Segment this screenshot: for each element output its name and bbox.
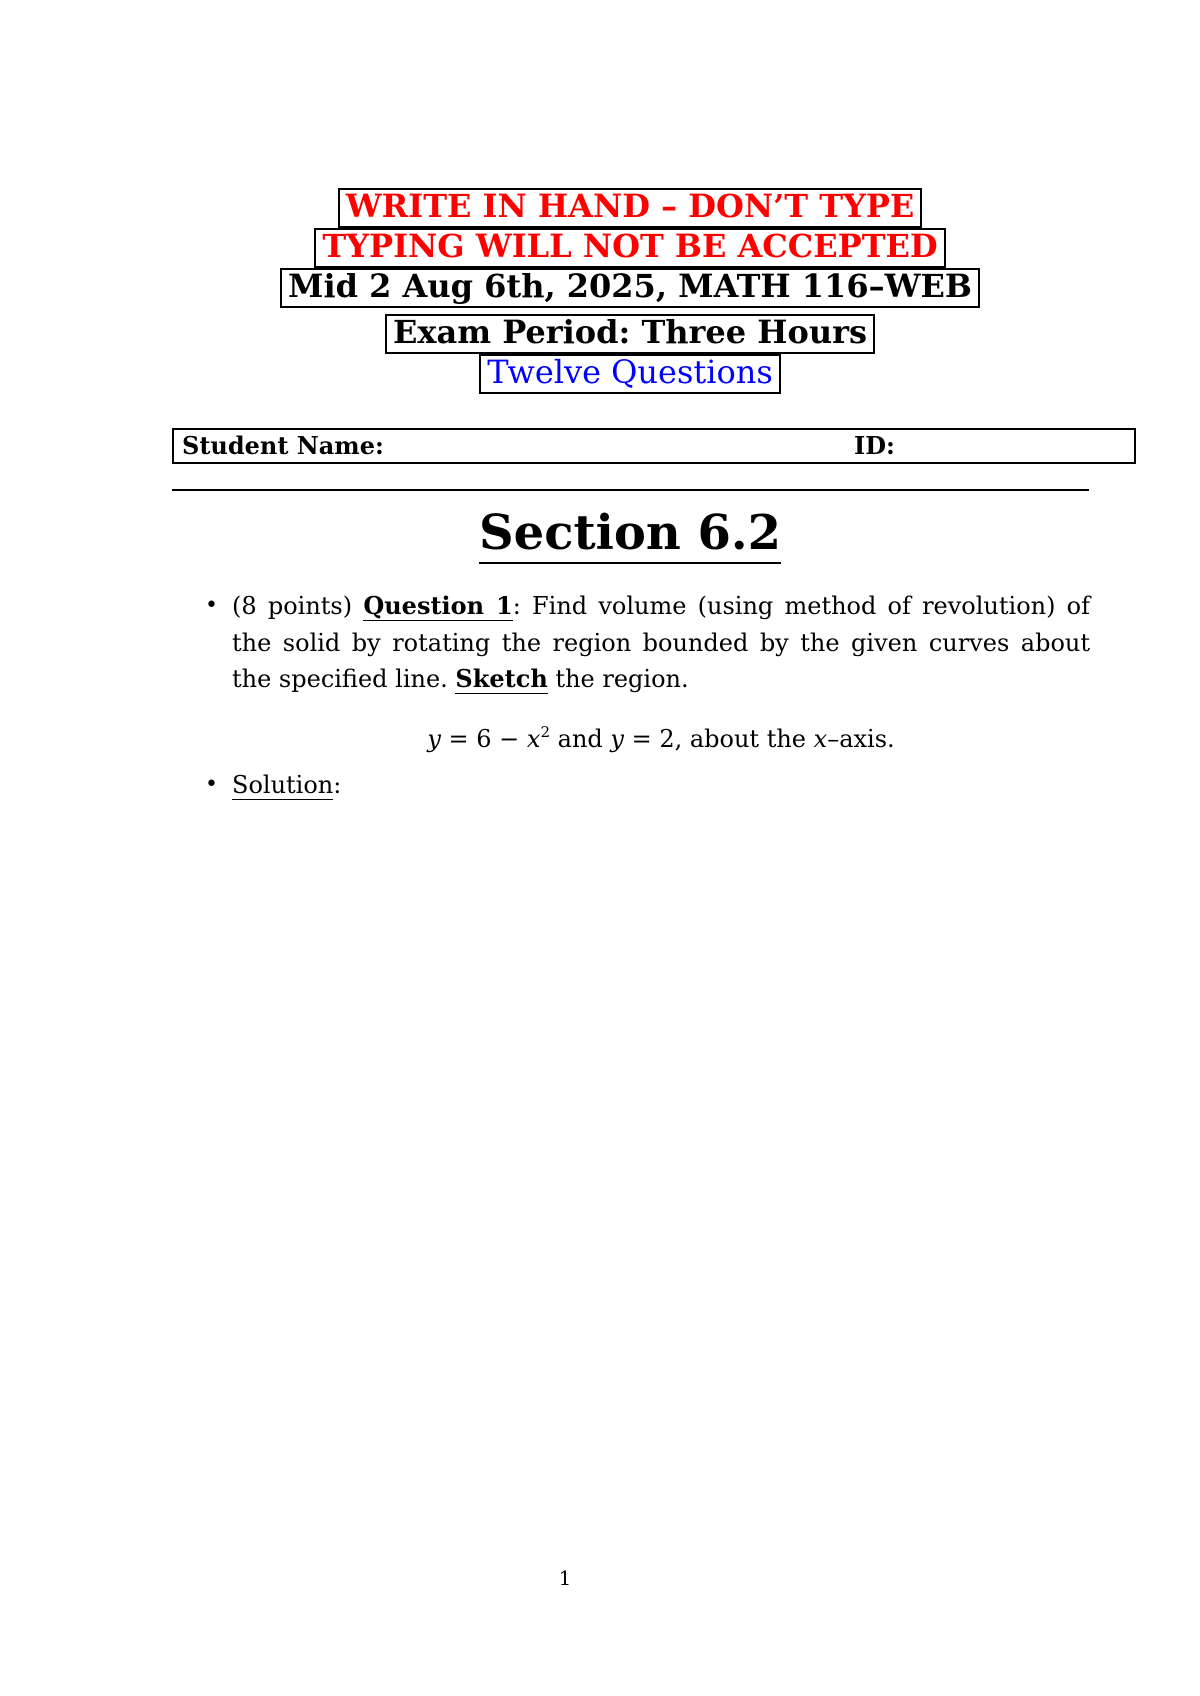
question-1: [205, 588, 1090, 757]
question-1-colon: :: [512, 592, 521, 620]
formula-x: x: [526, 724, 541, 753]
formula-and: and: [550, 724, 611, 753]
header-row-3: [0, 268, 1200, 308]
write-in-hand-notice: WRITE IN HAND – DON’T TYPE: [338, 188, 923, 228]
question-1-body-a: Find volume (using method of revolution) of the solid by rotating the region bounded by the given curves about the specified line.: [232, 592, 1091, 693]
sketch-keyword: Sketch: [455, 664, 548, 693]
formula-about: about the: [682, 724, 814, 753]
exam-period: Exam Period: Three Hours: [385, 314, 875, 354]
question-list: [205, 588, 1090, 804]
exam-title: Mid 2 Aug 6th, 2025, MATH 116–WEB: [280, 268, 980, 308]
solution-label: Solution: [232, 771, 334, 799]
formula-y1: y: [427, 724, 441, 753]
header-row-4: [0, 314, 1200, 354]
student-info-box: [172, 428, 1136, 464]
bullet-icon: •: [205, 772, 218, 797]
typing-not-accepted-notice: TYPING WILL NOT BE ACCEPTED: [314, 228, 945, 268]
question-1-formula: [232, 714, 1090, 758]
formula-eq1: = 6 −: [440, 724, 527, 753]
formula-axis: –axis.: [827, 724, 895, 753]
student-id-label: ID:: [854, 431, 895, 460]
section-title: Section 6.2: [479, 507, 781, 564]
formula-y2: y: [610, 724, 624, 753]
formula-eq2: = 2,: [623, 724, 683, 753]
page-number: 1: [558, 1566, 572, 1590]
bullet-icon: •: [205, 593, 218, 618]
solution-colon: :: [333, 771, 342, 799]
horizontal-rule: [172, 489, 1089, 491]
student-name-label: Student Name:: [182, 431, 384, 460]
question-1-label: Question 1: [363, 591, 513, 620]
question-1-text: [232, 588, 1090, 698]
section-heading: [0, 505, 1200, 564]
header-row-2: [0, 228, 1200, 268]
solution-item: [205, 767, 1090, 804]
header-row-1: [0, 188, 1200, 228]
header-row-5: [0, 354, 1200, 394]
formula-exponent: 2: [540, 722, 550, 741]
question-1-points: (8 points): [232, 592, 353, 620]
formula-x2: x: [813, 724, 828, 753]
question-count: Twelve Questions: [479, 354, 781, 394]
exam-header: [0, 188, 1200, 394]
solution-text: [232, 767, 1090, 804]
question-1-body-b: the region.: [547, 665, 689, 693]
